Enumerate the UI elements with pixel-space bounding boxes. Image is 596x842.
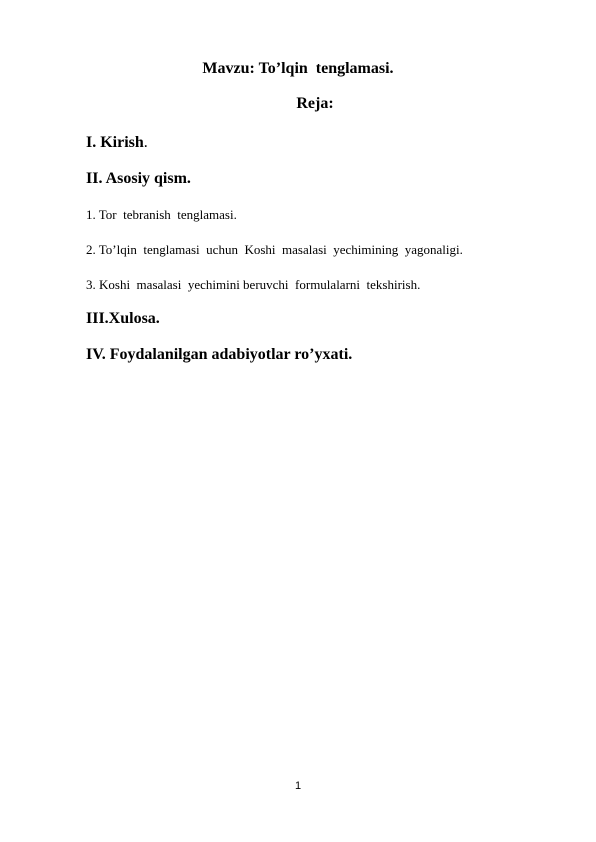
section-main: II. Asosiy qism. (86, 170, 191, 187)
page-number: 1 (294, 780, 302, 792)
plan-item-1: 1. Tor tebranish tenglamasi. (86, 207, 237, 222)
plan-heading: Reja: (296, 95, 334, 112)
section-intro-suffix: . (143, 134, 148, 151)
plan-item-2: 2. To’lqin tenglamasi uchun Koshi masalasi yechimining yagonaligi. (86, 242, 463, 257)
section-intro (86, 135, 148, 151)
section-conclusion: III.Xulosa. (86, 310, 160, 327)
section-references: IV. Foydalanilgan adabiyotlar ro’yxati. (86, 346, 353, 363)
plan-item-3: 3. Koshi masalasi yechimini beruvchi formulalarni tekshirish. (86, 277, 421, 292)
section-intro-label: I. Kirish (86, 134, 144, 151)
document-title: Mavzu: To’lqin tenglamasi. (202, 60, 394, 77)
